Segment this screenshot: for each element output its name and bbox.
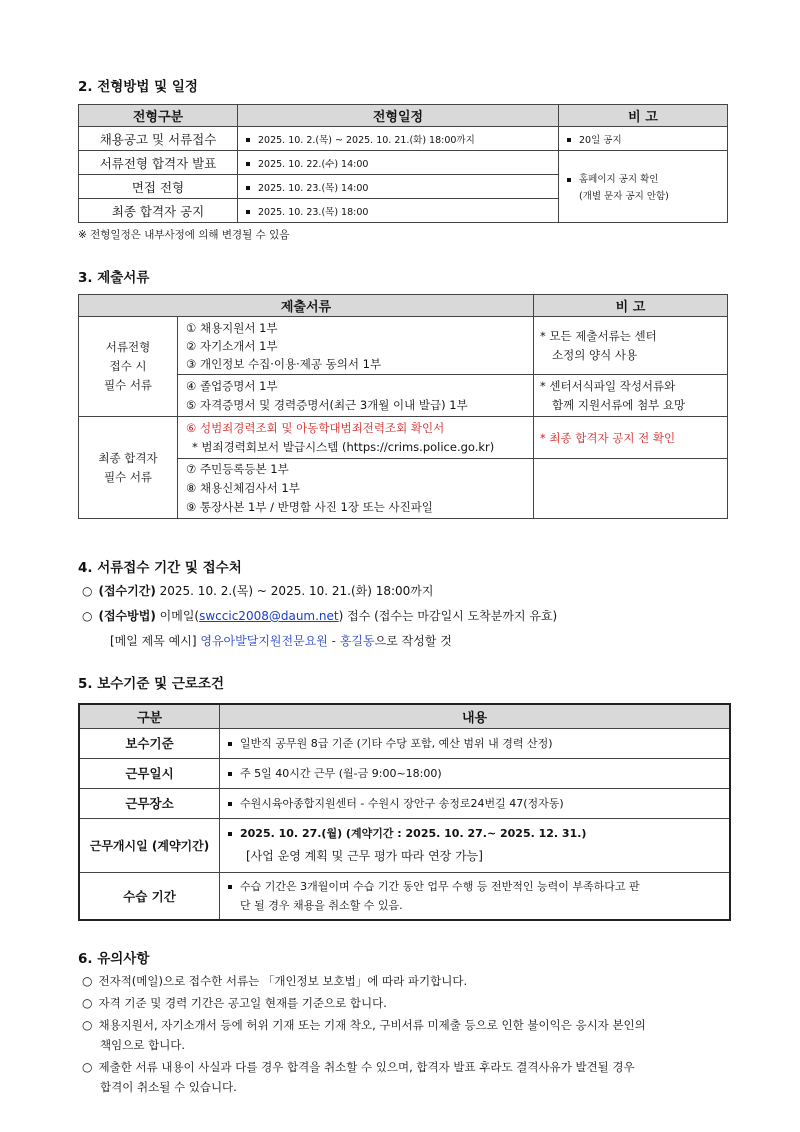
table-row: [79, 417, 728, 459]
condition-value: 일반직 공무원 8급 기준 (기타 수당 포함, 예산 범위 내 경력 산정): [240, 737, 553, 750]
section-5-title: 5. 보수기준 및 근로조건: [78, 676, 224, 692]
document-note: * 최종 합격자 공지 전 확인: [534, 417, 728, 459]
document-item: ① 채용지원서 1부: [186, 320, 278, 335]
application-method: ○ (접수방법) 이메일(swccic2008@daum.net) 접수 (접수는 마감일시 도착분까지 유효): [82, 609, 558, 623]
col-header: 비 고: [534, 295, 728, 317]
table-row: [79, 317, 728, 375]
document-item: ⑨ 통장사본 1부 / 반명함 사진 1장 또는 사진파일: [186, 500, 433, 514]
notice-item: ○ 전자적(메일)으로 접수한 서류는 「개인정보 보호법」에 따라 파기합니다.: [82, 974, 468, 988]
table-row: [79, 788, 730, 818]
condition-label: 근무개시일 (계약기간): [79, 818, 220, 872]
bullet-icon: [246, 210, 250, 214]
document-item: ⑥ 성범죄경력조회 및 아동학대범죄전력조회 확인서: [186, 420, 445, 435]
table-row: [79, 151, 728, 175]
remark-cell: 홈페이지 공지 확인: [579, 174, 659, 185]
table-row: [79, 127, 728, 151]
bullet-icon: [228, 885, 232, 889]
documents-table: [78, 294, 728, 519]
circle-bullet-icon: ○: [82, 1060, 93, 1074]
date-cell: 2025. 10. 23.(목) 18:00: [258, 206, 369, 218]
remark-cell: (개별 문자 공지 안함): [579, 191, 669, 202]
col-header: 제출서류: [79, 295, 534, 317]
condition-value: 단 될 경우 채용을 취소할 수 있음.: [240, 898, 403, 912]
group-label: 필수 서류: [103, 378, 153, 392]
application-period: ○ (접수기간) 2025. 10. 2.(목) ~ 2025. 10. 21.(화) 18:00까지: [82, 584, 434, 598]
stage-cell: 최종 합격자 공지: [79, 199, 238, 223]
document-note: 소정의 양식 사용: [552, 347, 638, 362]
document-item: ③ 개인정보 수집·이용·제공 동의서 1부: [186, 356, 382, 371]
condition-label: 보수기준: [79, 728, 220, 758]
section-2-title: 2. 전형방법 및 일정: [78, 79, 198, 95]
bullet-icon: [246, 138, 250, 142]
col-header: 전형일정: [238, 105, 559, 127]
notice-item: ○ 자격 기준 및 경력 기간은 공고일 현재를 기준으로 합니다.: [82, 996, 387, 1010]
bullet-icon: [246, 162, 250, 166]
stage-cell: 채용공고 및 서류접수: [79, 127, 238, 151]
condition-label: 수습 기간: [79, 872, 220, 920]
bullet-icon: [567, 138, 571, 142]
section-4-title: 4. 서류접수 기간 및 접수처: [78, 560, 242, 576]
group-label: 접수 시: [109, 359, 147, 373]
notice-item: ○ 제출한 서류 내용이 사실과 다를 경우 합격을 취소할 수 있으며, 합격자 발표 후라도 결격사유가 발견될 경우: [82, 1060, 635, 1074]
condition-value: 2025. 10. 27.(월) (계약기간 : 2025. 10. 27.~ 2025. 12. 31.): [240, 827, 587, 840]
date-cell: 2025. 10. 22.(수) 14:00: [258, 158, 369, 170]
document-item: ④ 졸업증명서 1부: [186, 378, 278, 393]
bullet-icon: [228, 742, 232, 746]
condition-value: 수원시육아종합지원센터 - 수원시 장안구 송정로24번길 47(정자동): [240, 797, 564, 810]
table-row: [79, 758, 730, 788]
document-item: ⑧ 채용신체검사서 1부: [186, 481, 300, 495]
col-header: 구분: [79, 704, 220, 728]
col-header: 내용: [220, 704, 731, 728]
group-label: 서류전형: [105, 340, 151, 354]
notice-item: ○ 채용지원서, 자기소개서 등에 허위 기재 또는 기재 착오, 구비서류 미제출 등으로 인한 불이익은 응시자 본인의: [82, 1018, 646, 1032]
condition-label: 근무장소: [79, 788, 220, 818]
table-row: [79, 872, 730, 920]
circle-bullet-icon: ○: [82, 974, 93, 988]
document-item: ② 자기소개서 1부: [186, 338, 278, 353]
document-item: ⑦ 주민등록등본 1부: [186, 462, 289, 476]
document-item: ⑤ 자격증명서 및 경력증명서(최근 3개월 이내 발급) 1부: [186, 397, 468, 412]
circle-bullet-icon: ○: [82, 1018, 93, 1032]
email-link[interactable]: swccic2008@daum.net: [199, 609, 339, 623]
notice-item-cont: 책임으로 합니다.: [100, 1038, 186, 1052]
circle-bullet-icon: ○: [82, 609, 93, 623]
remark-cell: 20일 공지: [579, 134, 622, 146]
bullet-icon: [567, 178, 571, 182]
date-cell: 2025. 10. 2.(목) ~ 2025. 10. 21.(화) 18:00까지: [258, 134, 475, 146]
notice-item-cont: 합격이 취소될 수 있습니다.: [100, 1080, 237, 1094]
section-6-title: 6. 유의사항: [78, 951, 150, 967]
col-header: 전형구분: [79, 105, 238, 127]
col-header: 비 고: [559, 105, 728, 127]
group-label: 최종 합격자: [98, 450, 158, 465]
conditions-table: [78, 703, 731, 921]
document-note: * 모든 제출서류는 센터: [540, 328, 657, 343]
date-cell: 2025. 10. 23.(목) 14:00: [258, 182, 369, 194]
circle-bullet-icon: ○: [82, 584, 93, 598]
condition-value: 수습 기간은 3개월이며 수습 기간 동안 업무 수행 등 전반적인 능력이 부족하다고 판: [240, 879, 640, 893]
document-note: 함께 지원서류에 첨부 요망: [552, 397, 686, 412]
condition-value: 주 5일 40시간 근무 (월-금 9:00~18:00): [240, 767, 442, 780]
table-row: [79, 818, 730, 872]
document-note: * 센터서식파일 작성서류와: [540, 378, 676, 393]
condition-label: 근무일시: [79, 758, 220, 788]
document-item: * 범죄경력회보서 발급시스템 (https://crims.police.go.kr): [192, 439, 495, 454]
condition-value: [사업 운영 계획 및 근무 평가 따라 연장 가능]: [246, 849, 483, 863]
stage-cell: 서류전형 합격자 발표: [79, 151, 238, 175]
bullet-icon: [228, 772, 232, 776]
bullet-icon: [246, 186, 250, 190]
schedule-footnote: ※ 전형일정은 내부사정에 의해 변경될 수 있음: [78, 229, 290, 241]
bullet-icon: [228, 802, 232, 806]
group-label: 필수 서류: [103, 469, 153, 484]
circle-bullet-icon: ○: [82, 996, 93, 1010]
section-3-title: 3. 제출서류: [78, 270, 150, 286]
schedule-table: [78, 104, 728, 223]
table-row: [79, 728, 730, 758]
mail-subject-example: [메일 제목 예시] 영유아발달지원전문요원 - 홍길동으로 작성할 것: [110, 634, 452, 648]
bullet-icon: [228, 832, 232, 836]
stage-cell: 면접 전형: [79, 175, 238, 199]
